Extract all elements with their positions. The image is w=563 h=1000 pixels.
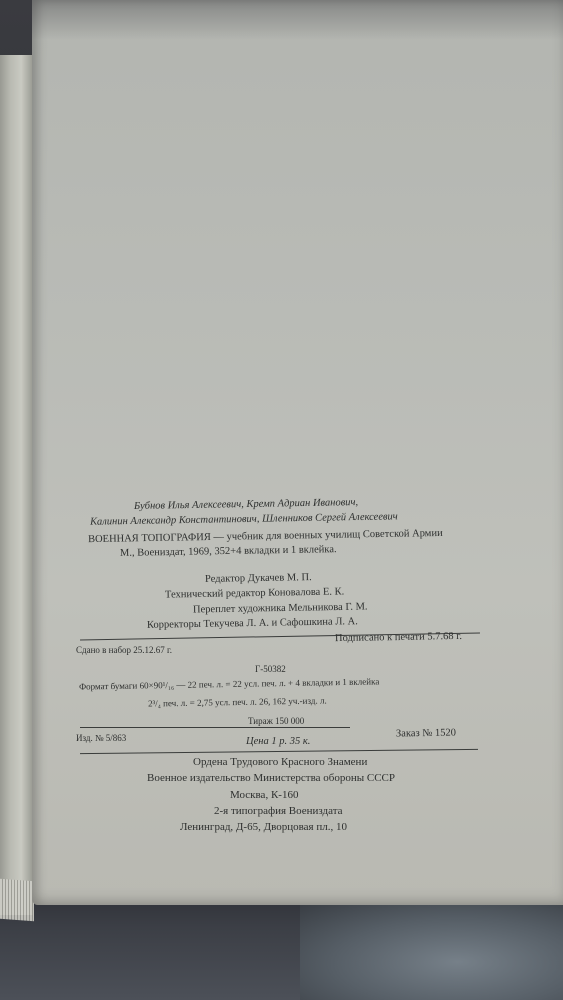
proofreaders-line: Корректоры Текучева Л. А. и Сафошкина Л. А. <box>146 616 358 631</box>
binding-artist-line: Переплет художника Мельникова Г. М. <box>192 601 368 616</box>
printer-line-1: Ордена Трудового Красного Знамени <box>193 756 368 768</box>
order-code: Г-50382 <box>255 664 286 674</box>
sent-to-set-date: Сдано в набор 25.12.67 г. <box>76 645 172 655</box>
printer-line-2: Военное издательство Министерства обороны СССР <box>147 772 396 784</box>
printer-line-3: Москва, К-160 <box>230 789 299 801</box>
edition-number: Изд. № 5/863 <box>76 733 127 743</box>
divider-mid <box>80 727 350 728</box>
printer-line-5: Ленинград, Д-65, Дворцовая пл., 10 <box>180 821 347 833</box>
book-page <box>32 0 563 905</box>
page-shadow <box>32 0 563 40</box>
tech-editor-line: Технический редактор Коновалова Е. К. <box>164 586 345 601</box>
editor-line: Редактор Дукачев М. П. <box>204 572 312 585</box>
sheets-line: 2³/₄ печ. л. = 2,75 усл. печ. л. 26, 162 уч.-изд. л. <box>147 695 327 709</box>
left-page-edge <box>0 55 33 915</box>
authors-line-2: Калинин Александр Константинович, Шленников Сергей Алексеевич <box>89 511 398 528</box>
authors-line-1: Бубнов Илья Алексеевич, Кремп Адриан Иванович, <box>133 497 359 512</box>
order-number: Заказ № 1520 <box>395 727 457 740</box>
price: Цена 1 р. 35 к. <box>246 736 311 747</box>
cloth <box>300 905 563 1000</box>
publisher-line: М., Воениздат, 1969, 352+4 вкладки и 1 вклейка. <box>119 544 337 559</box>
page-stack-edge <box>0 879 34 921</box>
signed-date: Подписано к печати 5.7.68 г. <box>334 630 463 645</box>
book-title-line: ВОЕННАЯ ТОПОГРАФИЯ — учебник для военных училищ Советской Армии <box>87 527 443 546</box>
format-line: Формат бумаги 60×90¹/₁₆ — 22 печ. л. = 22 усл. печ. л. + 4 вкладки и 1 вклейка <box>78 676 380 692</box>
print-run: Тираж 150 000 <box>248 716 305 726</box>
printer-line-4: 2-я типография Воениздата <box>214 805 343 817</box>
